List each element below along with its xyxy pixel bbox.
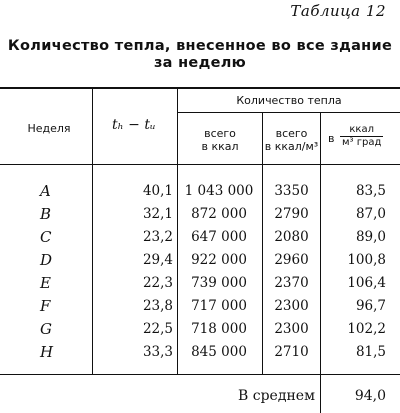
temperature-difference-cell: 23,8 xyxy=(142,298,173,314)
header-bottom-rule xyxy=(0,164,400,165)
heat-per-m2-cell: 3350 xyxy=(274,183,309,199)
temperature-difference-cell: 22,3 xyxy=(142,275,173,291)
heat-per-degree-cell: 102,2 xyxy=(347,321,386,337)
header-per-degree-denominator: м³ град xyxy=(342,137,382,148)
heat-per-degree-cell: 87,0 xyxy=(355,206,386,222)
total-heat-cell: 922 000 xyxy=(191,252,247,268)
average-value: 94,0 xyxy=(354,388,386,404)
temperature-difference-cell: 29,4 xyxy=(142,252,173,268)
table-row xyxy=(0,272,400,295)
week-cell: B xyxy=(40,205,52,223)
heat-per-m2-cell: 2300 xyxy=(274,321,309,337)
header-total xyxy=(178,127,262,153)
header-total-line-1: всего xyxy=(204,127,236,140)
header-per-m2-line-2: в ккал/м³ xyxy=(264,140,319,153)
header-per-m2-line-1: всего xyxy=(275,127,308,140)
heat-per-m2-cell: 2710 xyxy=(274,344,309,360)
heat-per-degree-cell: 89,0 xyxy=(355,229,386,245)
temperature-difference-cell: 23,2 xyxy=(142,229,173,245)
header-per-m2 xyxy=(263,127,320,153)
table-row xyxy=(0,226,400,249)
table-row xyxy=(0,180,400,203)
temperature-difference-cell: 32,1 xyxy=(142,206,173,222)
week-cell: D xyxy=(40,251,53,269)
week-cell: A xyxy=(40,182,51,200)
table-row xyxy=(0,341,400,364)
header-per-degree-fraction xyxy=(340,124,383,149)
week-cell: E xyxy=(40,274,51,292)
heat-per-m2-cell: 2300 xyxy=(274,298,309,314)
table-top-rule xyxy=(0,87,400,89)
temperature-difference-cell: 40,1 xyxy=(142,183,173,199)
week-cell: G xyxy=(40,320,52,338)
heat-per-m2-cell: 2790 xyxy=(274,206,309,222)
heat-per-degree-cell: 81,5 xyxy=(355,344,386,360)
caption-line-1: Количество тепла, внесенное во все здание xyxy=(7,38,393,54)
total-heat-cell: 872 000 xyxy=(191,206,247,222)
total-heat-cell: 1 043 000 xyxy=(184,183,254,199)
header-per-degree-prefix: в xyxy=(328,132,335,145)
table-body xyxy=(0,180,400,364)
heat-per-m2-cell: 2080 xyxy=(274,229,309,245)
caption-line-2: за неделю xyxy=(153,55,247,71)
header-per-degree-numerator: ккал xyxy=(340,124,383,137)
footer-top-rule xyxy=(0,374,400,375)
heat-per-m2-cell: 2960 xyxy=(274,252,309,268)
table-row xyxy=(0,249,400,272)
week-cell: F xyxy=(40,297,51,315)
heat-per-degree-cell: 96,7 xyxy=(355,298,386,314)
total-heat-cell: 717 000 xyxy=(191,298,247,314)
heat-per-degree-cell: 106,4 xyxy=(347,275,386,291)
table-row xyxy=(0,295,400,318)
total-heat-cell: 647 000 xyxy=(191,229,247,245)
total-heat-cell: 845 000 xyxy=(191,344,247,360)
total-heat-cell: 739 000 xyxy=(191,275,247,291)
temperature-difference-cell: 33,3 xyxy=(142,344,173,360)
heat-per-m2-cell: 2370 xyxy=(274,275,309,291)
heat-per-degree-cell: 100,8 xyxy=(347,252,386,268)
table-number: Таблица 12 xyxy=(290,2,386,20)
table-row xyxy=(0,203,400,226)
header-temperature-difference: tₕ − tᵤ xyxy=(112,117,156,133)
average-label: В среднем xyxy=(238,388,315,404)
week-cell: H xyxy=(40,343,54,361)
total-heat-cell: 718 000 xyxy=(191,321,247,337)
header-heat-group: Количество тепла xyxy=(236,94,342,107)
week-cell: C xyxy=(40,228,52,246)
temperature-difference-cell: 22,5 xyxy=(142,321,173,337)
heat-per-degree-cell: 83,5 xyxy=(355,183,386,199)
table-caption xyxy=(0,38,400,72)
table-row xyxy=(0,318,400,341)
header-week: Неделя xyxy=(27,122,71,135)
heat-group-rule xyxy=(178,112,400,113)
header-total-line-2: в ккал xyxy=(201,140,239,153)
